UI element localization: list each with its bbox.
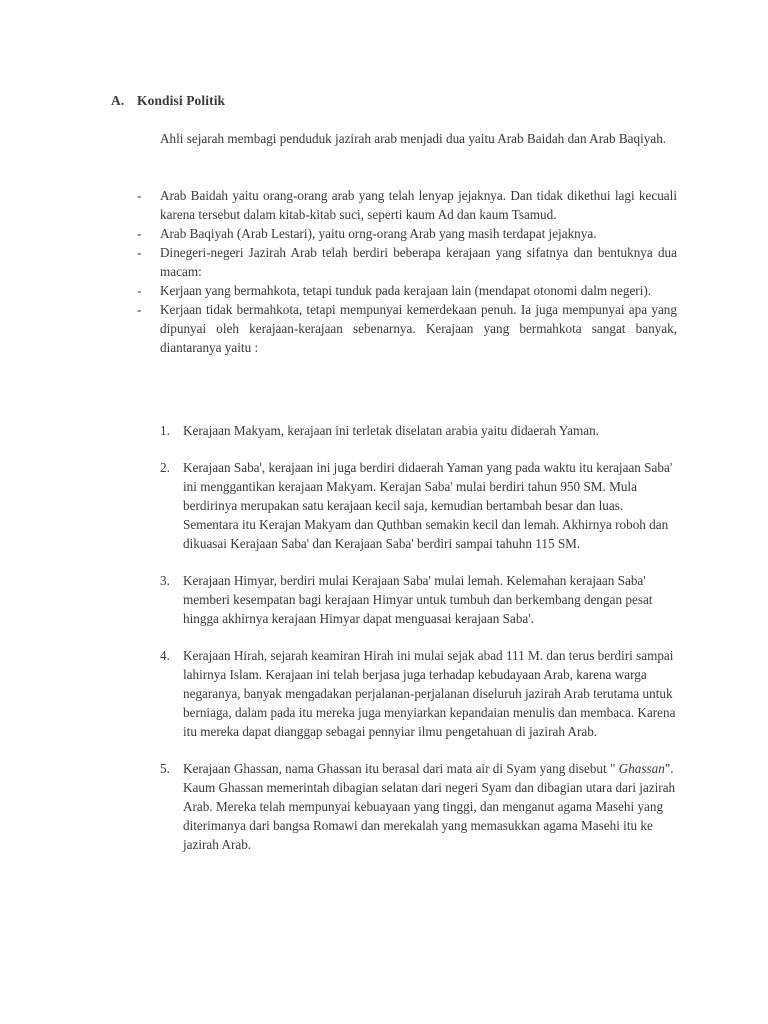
kingdom-text: Kerajaan Makyam, kerajaan ini terletak diselatan arabia yaitu didaerah Yaman. bbox=[183, 423, 599, 438]
section-letter: A. bbox=[111, 93, 125, 108]
kingdom-item bbox=[160, 421, 680, 440]
bullet-item bbox=[137, 281, 677, 300]
section-title: Kondisi Politik bbox=[137, 93, 226, 108]
bullet-marker: - bbox=[137, 188, 142, 203]
bullet-item bbox=[137, 300, 677, 357]
bullet-text: Arab Baqiyah (Arab Lestari), yaitu orng-orang Arab yang masih terdapat jejaknya. bbox=[160, 226, 597, 241]
intro-paragraph: Ahli sejarah membagi penduduk jazirah arab menjadi dua yaitu Arab Baidah dan Arab Baqiyah. bbox=[160, 131, 667, 146]
kingdom-number: 1. bbox=[160, 423, 170, 438]
bullet-text: Kerjaan yang bermahkota, tetapi tunduk pada kerajaan lain (mendapat otonomi dalm negeri). bbox=[160, 283, 652, 298]
bullet-text: Kerjaan tidak bermahkota, tetapi mempunyai kemerdekaan penuh. Ia juga mempunyai apa yang dipunyai oleh kerajaan-kerajaan sebenarnya. Kerajaan yang bermahkota sangat banyak, diantaranya yaitu : bbox=[160, 302, 677, 355]
kingdom-number: 4. bbox=[160, 648, 170, 663]
bullet-marker: - bbox=[137, 283, 142, 298]
kingdom-item bbox=[160, 458, 680, 553]
bullet-item bbox=[137, 186, 677, 224]
bullet-marker: - bbox=[137, 302, 142, 317]
kingdom-item bbox=[160, 571, 680, 628]
bullet-marker: - bbox=[137, 245, 142, 260]
kingdom-text-before: Kerajaan Ghassan, nama Ghassan itu berasal dari mata air di Syam yang disebut " bbox=[183, 761, 619, 776]
bullet-text: Dinegeri-negeri Jazirah Arab telah berdiri beberapa kerajaan yang sifatnya dan bentuknya dua macam: bbox=[160, 245, 677, 279]
kingdom-text: Kerajaan Saba', kerajaan ini juga berdiri didaerah Yaman yang pada waktu itu kerajaan Saba' ini menggantikan kerajaan Makyam. Kerajan Saba' mulai berdiri tahun 950 SM. Mula berdirinya merupakan satu kerajaan kecil saja, kemudian bertambah besar dan luas. Sementara itu Kerajan Makyam dan Quthban semakin kecil dan lemah. Akhirnya roboh dan dikuasai Kerajaan Saba' dan Kerajaan Saba' berdiri sampai tahuhn 115 SM. bbox=[183, 460, 673, 551]
bullet-marker: - bbox=[137, 226, 142, 241]
kingdom-number: 2. bbox=[160, 460, 170, 475]
bullet-text: Arab Baidah yaitu orang-orang arab yang telah lenyap jejaknya. Dan tidak dikethui lagi kecuali karena tersebut dalam kitab-kitab suci, seperti kaum Ad dan kaum Tsamud. bbox=[160, 188, 677, 222]
kingdom-item bbox=[160, 759, 680, 854]
kingdom-number: 5. bbox=[160, 761, 170, 776]
section-heading bbox=[111, 93, 225, 109]
kingdom-number: 3. bbox=[160, 573, 170, 588]
kingdom-text bbox=[183, 759, 680, 854]
bullet-item bbox=[137, 224, 677, 243]
kingdom-text: Kerajaan Himyar, berdiri mulai Kerajaan Saba' mulai lemah. Kelemahan kerajaan Saba' memberi kesempatan bagi kerajaan Himyar untuk tumbuh dan berkembang dengan pesat hingga akhirnya kerajaan Himyar dapat menguasai kerajaan Saba'. bbox=[183, 573, 653, 626]
bullet-list bbox=[137, 186, 677, 357]
kingdom-list bbox=[160, 421, 680, 872]
kingdom-text-after: ". Kaum Ghassan memerintah dibagian selatan dari negeri Syam dan dibagian utara dari jazirah Arab. Mereka telah mempunyai kebuayaan yang tinggi, dan menganut agama Masehi yang diterimanya dari bangsa Romawi dan merekalah yang memasukkan agama Masehi itu ke jazirah Arab. bbox=[183, 761, 676, 852]
kingdom-item bbox=[160, 646, 680, 741]
ghassan-italic: Ghassan bbox=[618, 761, 665, 776]
bullet-item bbox=[137, 243, 677, 281]
kingdom-text: Kerajaan Hirah, sejarah keamiran Hirah ini mulai sejak abad 111 M. dan terus berdiri sampai lahirnya Islam. Kerajaan ini telah berjasa juga terhadap kebudayaan Arab, karena warga negaranya, banyak mengadakan perjalanan-perjalanan diseluruh jazirah Arab terutama untuk berniaga, dalam pada itu mereka juga menyiarkan kepandaian menulis dan membaca. Karena itu mereka dapat dianggap sebagai pennyiar ilmu pengetahuan di jazirah Arab. bbox=[183, 648, 676, 739]
